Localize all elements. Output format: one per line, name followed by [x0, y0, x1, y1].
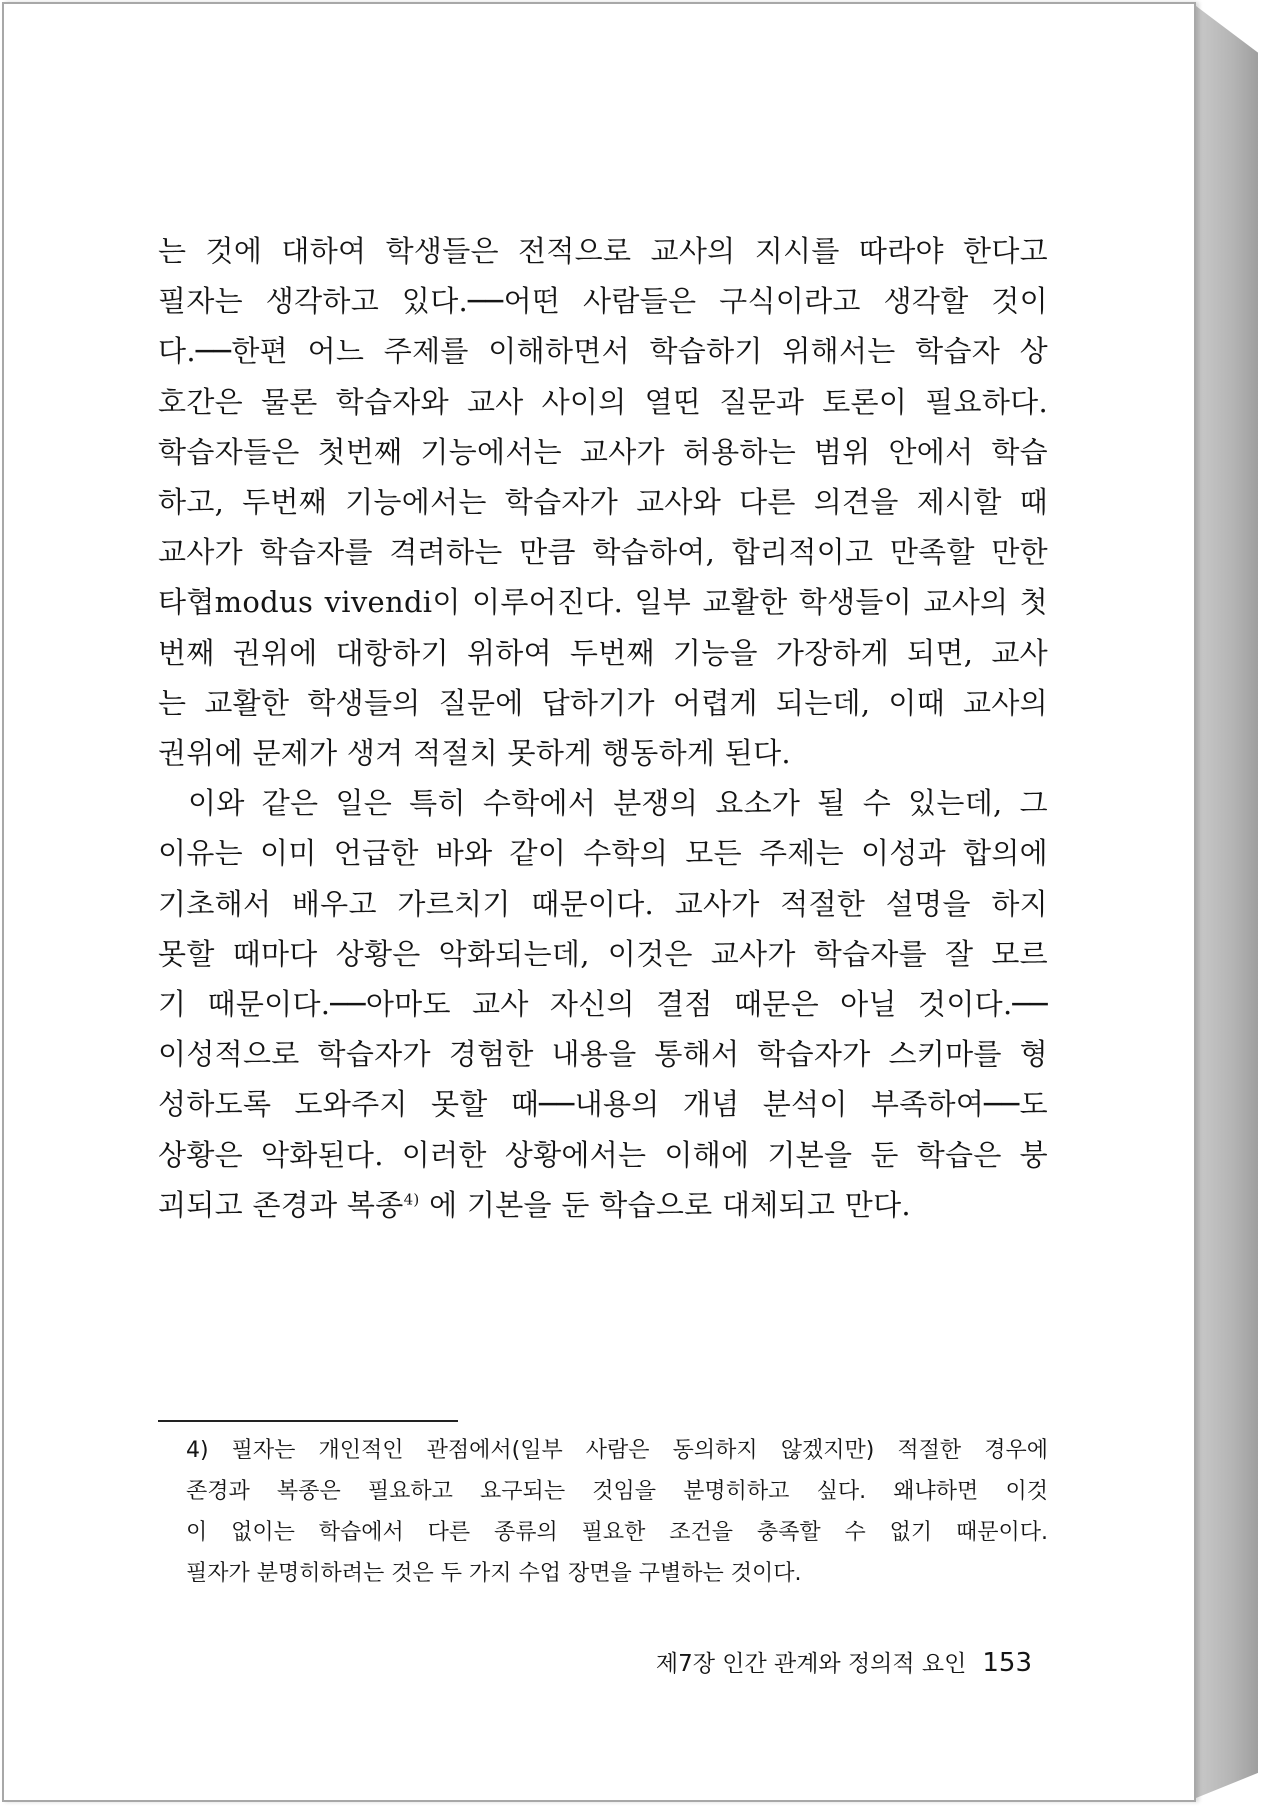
text-line: 호간은 물론 학습자와 교사 사이의 열띤 질문과 토론이 필요하다. — [158, 384, 1048, 419]
paragraph-2 — [158, 778, 1048, 1230]
footnote-divider — [158, 1420, 458, 1422]
text-line: 필자는 생각하고 있다.──어떤 사람들은 구식이라고 생각할 것이 — [158, 284, 1048, 319]
footnote-line: 이 없이는 학습에서 다른 종류의 필요한 조건을 충족할 수 없기 때문이다. — [186, 1520, 1048, 1545]
footnote — [186, 1430, 1048, 1594]
running-footer — [612, 1645, 1032, 1678]
footnote-line: 존경과 복종은 필요하고 요구되는 것임을 분명히하고 싶다. 왜냐하면 이것 — [186, 1479, 1048, 1504]
footnote-line: 필자가 분명히하려는 것은 두 가지 수업 장면을 구별하는 것이다. — [186, 1561, 802, 1586]
text-line: 하고, 두번째 기능에서는 학습자가 교사와 다른 의견을 제시할 때 — [158, 485, 1048, 520]
text-line: 기초해서 배우고 가르치기 때문이다. 교사가 적절한 설명을 하지 — [158, 886, 1048, 921]
text-line: 다.──한편 어느 주제를 이해하면서 학습하기 위해서는 학습자 상 — [158, 334, 1048, 369]
text-line — [158, 1180, 1048, 1230]
text-line: 는 것에 대하여 학생들은 전적으로 교사의 지시를 따라야 한다고 — [158, 234, 1048, 268]
text-segment: 괴되고 존경과 복종 — [158, 1187, 404, 1222]
text-line: 권위에 문제가 생겨 적절치 못하게 행동하게 된다. — [158, 736, 791, 771]
footnote-line: 4) 필자는 개인적인 관점에서(일부 사람은 동의하지 않겠지만) 적절한 경우에 — [186, 1438, 1048, 1463]
text-line: 못할 때마다 상황은 악화되는데, 이것은 교사가 학습자를 잘 모르 — [158, 936, 1048, 971]
text-segment: 에 기본을 둔 학습으로 대체되고 만다. — [419, 1187, 911, 1222]
text-line: 이와 같은 일은 특히 수학에서 분쟁의 요소가 될 수 있는데, 그 — [188, 786, 1048, 821]
text-line: 타협modus vivendi이 이루어진다. 일부 교활한 학생들이 교사의 첫 — [158, 585, 1048, 620]
text-line: 상황은 악화된다. 이러한 상황에서는 이해에 기본을 둔 학습은 붕 — [158, 1137, 1048, 1172]
text-line: 성하도록 도와주지 못할 때──내용의 개념 분석이 부족하여──도 — [158, 1087, 1048, 1122]
footnote-reference[interactable]: 4) — [403, 1190, 420, 1209]
paragraph-1 — [158, 226, 1048, 778]
text-line: 번째 권위에 대항하기 위하여 두번째 기능을 가장하게 되면, 교사 — [158, 635, 1048, 670]
text-line: 이성적으로 학습자가 경험한 내용을 통해서 학습자가 스키마를 형 — [158, 1037, 1048, 1072]
text-line: 이유는 이미 언급한 바와 같이 수학의 모든 주제는 이성과 합의에 — [158, 836, 1048, 871]
book-page-edge — [1196, 6, 1258, 1798]
text-line: 기 때문이다.──아마도 교사 자신의 결점 때문은 아닐 것이다.── — [158, 987, 1048, 1022]
text-line: 는 교활한 학생들의 질문에 답하기가 어렵게 되는데, 이때 교사의 — [158, 685, 1048, 720]
page-number: 153 — [982, 1648, 1032, 1678]
text-line: 교사가 학습자를 격려하는 만큼 학습하여, 합리적이고 만족할 만한 — [158, 535, 1048, 570]
main-text — [158, 226, 1048, 1230]
text-line: 학습자들은 첫번째 기능에서는 교사가 허용하는 범위 안에서 학습 — [158, 434, 1048, 469]
chapter-title: 제7장 인간 관계와 정의적 요인 — [655, 1651, 967, 1677]
